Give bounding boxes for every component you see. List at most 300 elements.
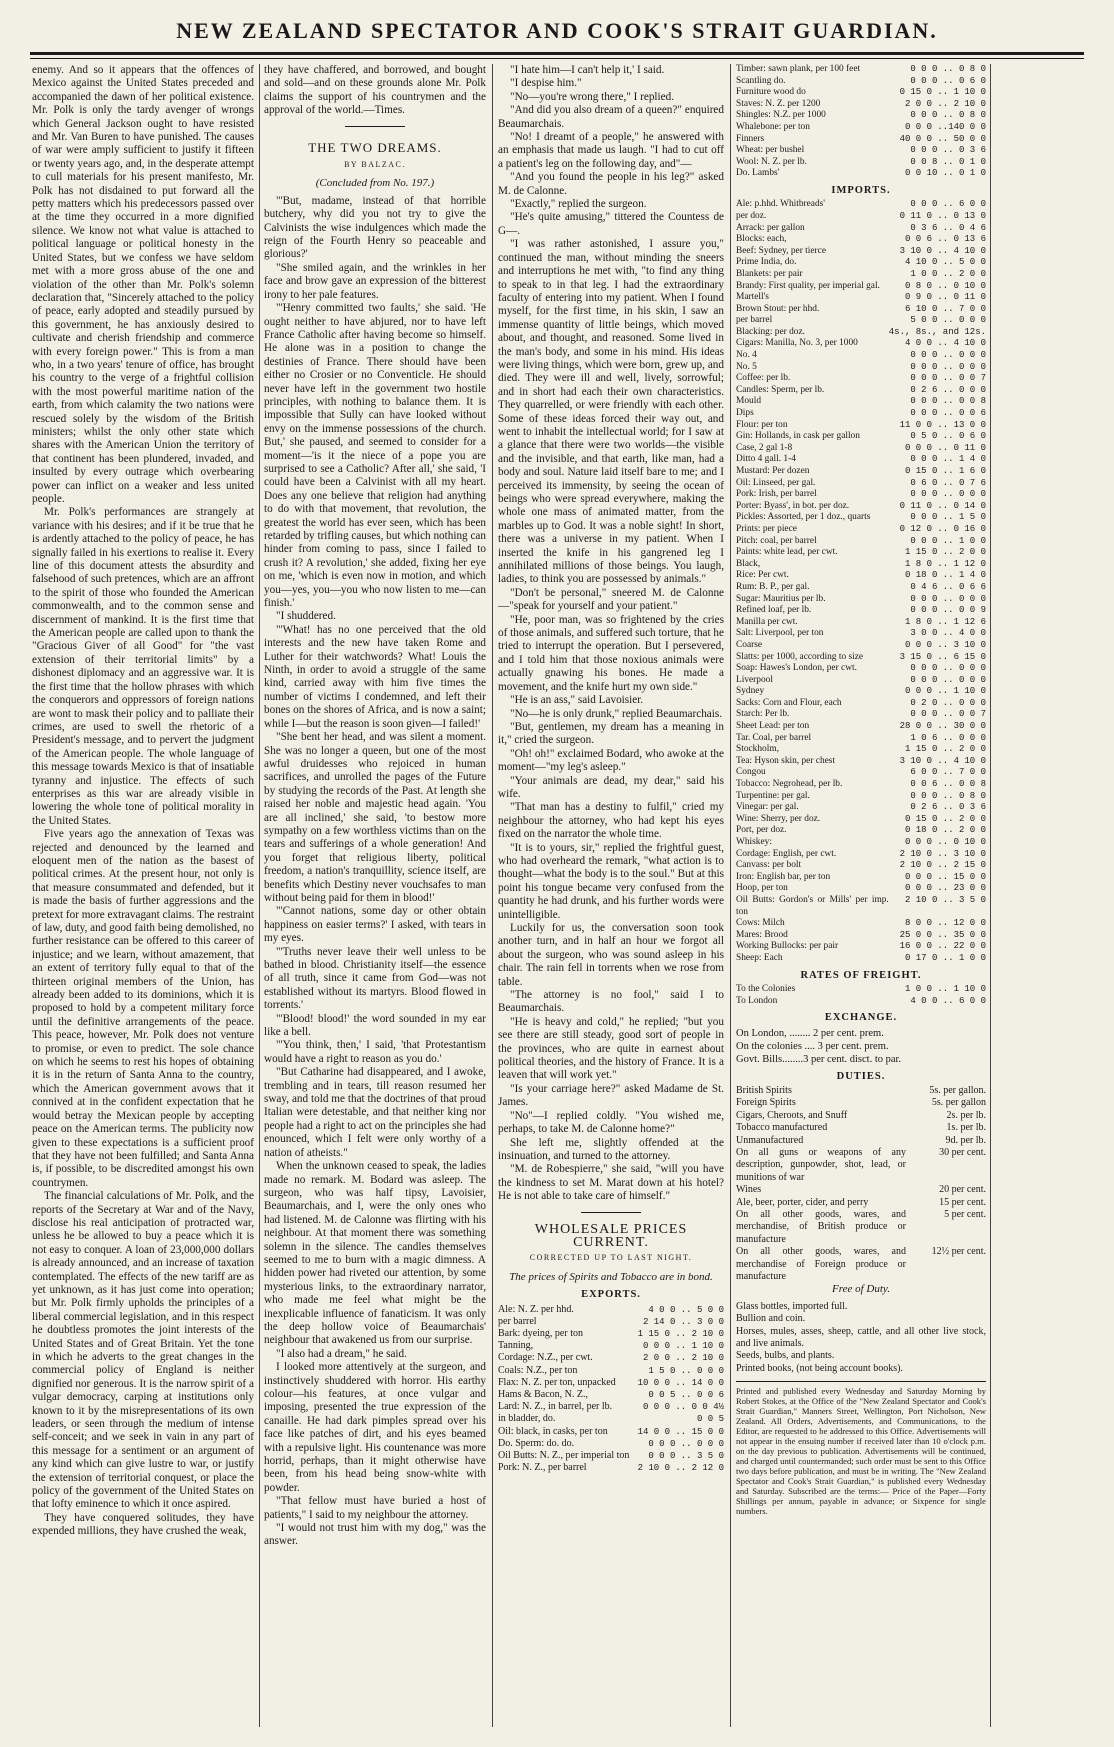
imports-table	[736, 199, 986, 964]
paragraph: "Exactly," replied the surgeon.	[510, 198, 647, 211]
exchange-row: On the colonies .... 3 per cent. prem.	[736, 1040, 889, 1052]
price-value: 0 0 0 .. 1 4 0	[910, 454, 986, 465]
price-value: 0 0 5	[696, 1414, 724, 1425]
price-row	[736, 709, 986, 721]
price-item: Blankets: per pair	[736, 268, 803, 279]
price-item: Sugar: Mauritius per lb.	[736, 593, 826, 604]
price-value: 4 0 0 .. 4 10 0	[904, 338, 986, 349]
price-value: 1 0 0 .. 1 10 0	[904, 983, 986, 994]
price-row	[736, 327, 986, 339]
price-value: 0 15 0 .. 2 0 0	[904, 813, 986, 824]
duty-row	[736, 1110, 986, 1122]
price-row	[736, 76, 986, 88]
price-value: 0 0 0 .. 1 5 0	[910, 512, 986, 523]
price-row	[736, 628, 986, 640]
price-value: 0 0 0 .. 1 10 0	[642, 1341, 724, 1352]
duty-row	[736, 1135, 986, 1147]
price-row	[736, 211, 986, 223]
price-value: 3 0 0 .. 4 0 0	[910, 628, 986, 639]
price-item: Brown Stout: per hhd.	[736, 303, 820, 314]
duty-item: Foreign Spirits	[736, 1097, 796, 1109]
price-value: 4s., 8s., and 12s.	[888, 326, 986, 337]
price-row	[736, 246, 986, 258]
price-value: 0 0 0 .. 23 0 0	[904, 883, 986, 894]
price-value: 0 0 0 ..140 0 0	[904, 121, 986, 132]
price-row	[736, 257, 986, 269]
duty-value: 15 per cent.	[939, 1196, 986, 1208]
duty-value: 9d. per lb.	[945, 1134, 986, 1146]
prices-title: WHOLESALE PRICES CURRENT.	[534, 1221, 688, 1250]
price-value: 1 15 0 .. 2 0 0	[904, 744, 986, 755]
column-4	[736, 64, 986, 1727]
price-item: Pork: N. Z., per barrel	[498, 1462, 587, 1474]
price-row	[736, 675, 986, 687]
duty-row	[736, 1085, 986, 1097]
price-item: Rum: B. P., per gal.	[736, 581, 810, 592]
exchange-row: Govt. Bills........3 per cent. disct. to par.	[736, 1053, 902, 1065]
price-item: No. 4	[736, 350, 757, 361]
price-item: Vinegar: per gal.	[736, 802, 799, 813]
price-item: Flour: per ton	[736, 419, 788, 430]
price-row	[498, 1304, 724, 1316]
divider	[581, 1212, 641, 1213]
byline: BY BALZAC.	[344, 160, 406, 170]
column-divider	[259, 64, 260, 1727]
price-item: Porter: Byass', in bot. per doz.	[736, 500, 850, 511]
price-value: 0 2 6 .. 0 0 0	[910, 384, 986, 395]
paragraph: Mr. Polk's performances are strangely at variance with his desires; and if it be true that he is ardently attached to the policy of peace, he has signally failed in his exertions to realise it. Every line of this document attests the absurdity and falsehood of such pretences, which are an affront to the spirit of those who founded the American commonwealth, and to the common sense and discernment of mankind. It is the first time that the American people are called upon to thank the "Gracious Giver of all Good" for "the vast extension of their territorial limits" by a dishonest diplomacy and an aggressive war. It is the first time that the hollow phrases with which the conquerors and oppressors of foreign nations are wont to mask their policy and to palliate their crimes, are used to swell the rhetoric of a President's message, and to pervert the judgment of the American people. The whole language of this message towards Mexico is that of insatiable tyranny and injustice. The effects of such enterprises as this war are already visible in lowering the whole tone of political morality in the United States.	[32, 506, 254, 827]
price-item: Starch: Per lb.	[736, 709, 790, 720]
exports-heading: EXPORTS.	[581, 1289, 641, 1301]
masthead-rule-thin	[30, 58, 1084, 59]
price-row	[736, 559, 986, 571]
price-item: No. 5	[736, 361, 757, 372]
paragraph: "He, poor man, was so frightened by the cries of those animals, and suffered such torture, that he tried to interrupt the operation. But I persevered, and I told him that those noxious animals were actually gnawing his bones. He made a movement, and the knife hurt my own side."	[498, 613, 724, 693]
paragraph: "'Blood! blood!' the word sounded in my ear like a bell.	[264, 1012, 486, 1039]
prices-subtitle: CORRECTED UP TO LAST NIGHT.	[529, 1253, 693, 1263]
price-value: 0 0 0 .. 0 0 6	[910, 408, 986, 419]
price-row	[736, 292, 986, 304]
price-row	[736, 744, 986, 756]
column-3	[498, 64, 724, 1727]
price-row	[498, 1401, 724, 1413]
duty-row	[736, 1147, 986, 1184]
price-row	[498, 1426, 724, 1438]
price-value: 0 0 0 .. 0 8 0	[910, 790, 986, 801]
column-divider	[492, 64, 493, 1727]
price-value: 0 0 0 .. 3 5 0	[648, 1451, 724, 1461]
price-value: 2 10 0 .. 2 12 0	[637, 1463, 724, 1474]
price-item: Congou	[736, 767, 766, 778]
price-row	[498, 1462, 724, 1474]
paragraph: "I was rather astonished, I assure you," continued the man, without minding the sneers and interruptions he met with, "to find any thing to speak to in that leg. I had the extraordinary faculty of entering into my patient. When I found myself, for the first time, in his skin, I saw an immense quantity of little beings, which moved about, and thought, and reasoned. Some lived in the man's body, and some in his mind. His ideas were living things, which were born, grew up, and died. They were ill and well, lively, sorrowful; and in short had each their own characteristics. They quarrelled, or were friendly with each other. Some of these ideas forced their way out, and went to inhabit the intellectual world; for I saw at a glance that there were two worlds—the visible and the invisible, and that earth, like man, had a body and soul. Nature laid itself bare to me; and I perceived its immensity, by seeing the ocean of beings who were spread everywhere, making the whole one mass of animated matter, from the marbles up to God. It was a noble sight! In short, there was a universe in my patient. When I inserted the knife in his gangrened leg I annihilated millions of those beings. You laugh, ladies, to think you are possessed by animals."	[498, 238, 724, 586]
price-value: 1 0 6 .. 0 0 0	[910, 732, 986, 743]
price-row	[736, 721, 986, 733]
price-item: Cordage: English, per cwt.	[736, 848, 837, 859]
price-item: Pitch: coal, per barrel	[736, 535, 817, 546]
paragraph: "He is an ass," said Lavoisier.	[510, 694, 644, 707]
price-value: 0 11 0 .. 0 13 0	[899, 210, 986, 221]
price-row	[736, 420, 986, 432]
price-value: 0 6 0 .. 0 7 6	[910, 477, 986, 488]
price-value: 0 0 0 .. 0 10 0	[904, 837, 986, 847]
price-item: Cordage: N.Z., per cwt.	[498, 1352, 593, 1364]
price-value: 0 0 0 .. 0 0 7	[910, 709, 986, 720]
price-item: Mustard: Per dozen	[736, 466, 810, 476]
paragraph: "I hate him—I can't help it,' I said.	[510, 64, 665, 76]
price-row	[736, 872, 986, 884]
price-item: To London	[736, 995, 778, 1006]
price-item: Mould	[736, 396, 762, 407]
price-row	[736, 501, 986, 513]
price-item: Slatts: per 1000, according to size	[736, 651, 864, 662]
price-row	[736, 281, 986, 293]
price-row	[736, 87, 986, 99]
paragraph: "I despise him."	[510, 77, 582, 90]
price-row	[736, 466, 986, 478]
duty-value: 1s. per lb.	[946, 1122, 986, 1134]
price-value: 3 10 0 .. 4 10 0	[899, 755, 986, 766]
price-value: 3 15 0 .. 6 15 0	[899, 651, 986, 662]
price-row	[736, 478, 986, 490]
price-value: 0 0 0 .. 0 11 0	[904, 442, 986, 453]
price-item: Ale: N. Z. per hhd.	[498, 1303, 574, 1315]
paragraph: "Oh! oh!" exclaimed Bodard, who awoke at the moment—"my leg's asleep."	[498, 747, 724, 774]
free-item: Bullion and coin.	[736, 1313, 806, 1325]
price-row	[736, 837, 986, 849]
price-item: Wheat: per bushel	[736, 145, 805, 156]
duty-row	[736, 1184, 986, 1196]
price-row	[736, 849, 986, 861]
price-value: 1 0 0 .. 2 0 0	[910, 268, 986, 279]
price-value: 0 0 0 .. 0 0 0	[910, 593, 986, 604]
paragraph: "Don't be personal," sneered M. de Calonne—"speak for yourself and your patient."	[498, 586, 724, 613]
price-row	[736, 918, 986, 930]
paragraph: "No"—I replied coldly. "You wished me, perhaps, to take M. de Calonne home?"	[498, 1109, 724, 1136]
price-value: 0 18 0 .. 2 0 0	[904, 825, 986, 836]
price-value: 0 0 0 .. 0 0 0	[910, 361, 986, 372]
price-value: 0 17 0 .. 1 0 0	[904, 952, 986, 963]
price-row	[736, 652, 986, 664]
price-value: 0 0 0 .. 15 0 0	[904, 871, 986, 882]
price-item: Brandy: First quality, per imperial gal.	[736, 280, 880, 291]
paragraph: "'Henry committed two faults,' she said. 'He ought neither to have abjured, nor to have left France Catholic after having become so himself. He alone was in a position to change the destinies of France. There should have been either no Crosier or no Conventicle. He should never have left in the government two hostile principles, with nothing to balance them. It is impossible that Sully can have looked without envy on the immense possessions of the church. But,' she paused, and seemed to consider for a moment—'is it the niece of a pope you are surprised to see a Catholic? After all,' she said, 'I could have been a Calvinist with all my heart. Does any one believe that religion had anything to do with that movement, that revolution, the greatest the world has ever seen, which has been retarded by trifling causes, but which nothing can hinder from coming to pass, since I failed to crush it? A revolution,' she added, fixing her eye on me, 'which is even now in motion, and which you—yes, you—you who now listen to me—can finish.'	[264, 302, 486, 610]
exchange-heading: EXCHANGE.	[824, 1012, 898, 1024]
price-item: Lard: N. Z., in barrel, per lb.	[498, 1401, 613, 1413]
price-item: Sheep: Each	[736, 952, 783, 963]
paragraph: "But, gentlemen, my dream has a meaning in it," cried the surgeon.	[498, 720, 724, 747]
price-value: 16 0 0 .. 22 0 0	[899, 941, 986, 952]
price-item: Oil Butts: Gordon's or Mills' per imp. ton	[736, 894, 889, 917]
price-value: 0 0 0 .. 0 0 0	[910, 674, 986, 685]
price-row	[736, 269, 986, 281]
price-item: Port, per doz.	[736, 825, 787, 836]
paragraph: "'You think, then,' I said, 'that Protestantism would have a right to reason as you do.'	[264, 1039, 486, 1065]
price-item: Manilla per cwt.	[736, 616, 798, 627]
price-row	[736, 454, 986, 466]
price-row	[736, 157, 986, 169]
paragraph: "No—he is only drunk," replied Beaumarchais.	[510, 707, 723, 720]
price-item: Blacking: per doz.	[736, 326, 805, 337]
price-item: Ale: p.hhd. Whitbreads'	[736, 199, 825, 210]
price-value: 0 4 6 .. 0 6 6	[910, 581, 986, 592]
duty-row	[736, 1246, 986, 1283]
price-row	[736, 953, 986, 965]
paragraph: they have chaffered, and borrowed, and bought and sold—and on these grounds alone Mr. Polk claims the support of his countrymen and the approval of the world.—Times.	[264, 64, 486, 117]
price-row	[736, 168, 986, 180]
price-row	[736, 99, 986, 111]
paragraph: The financial calculations of Mr. Polk, and the reports of the Secretary at War and of the Navy, disclose his real anticipation of protracted war, unless he be allowed to buy a peace which it is not easy to conquer. A loan of 23,000,000 dollars is already announced, and an increase of taxation contemplated. The effects of the new tariff are as yet unknown, as it has just come into operation; but Mr. Polk firmly upholds the principles of a liberal commercial legislation, and in this respect he doubtless promotes the joint interests of the United States and of Great Britain. Yet the tone in which he adverts to the great changes in the commercial policy of England is neither dignified nor generous. It is the narrow spirit of a vulgar democracy, carping at institutions only known to it by the misrepresentations of its own leaders, or seen through the medium of intense self-conceit; and we seek in vain in any part of this message for a sentiment or an argument of any kind which can give lustre to war, or justify the extension of territorial conquest, or place the policy of the government of the United States on that lofty eminence to which it once aspired.	[32, 1190, 254, 1511]
price-row	[736, 756, 986, 768]
price-item: Flax: N. Z. per ton, unpacked	[498, 1376, 616, 1388]
duty-value: 30 per cent.	[939, 1146, 986, 1158]
price-row	[736, 941, 986, 953]
paragraph: They have conquered solitudes, they have expended millions, they have crushed the weak,	[32, 1511, 254, 1538]
price-value: 4 10 0 .. 5 0 0	[904, 257, 986, 268]
price-row	[736, 145, 986, 157]
paragraph: "No—you're wrong there," I replied.	[510, 90, 674, 103]
duty-value: 2s. per lb.	[946, 1109, 986, 1121]
price-item: Prime India, do.	[736, 257, 797, 268]
price-item: Wool: N. Z. per lb.	[736, 156, 807, 167]
imports-heading: IMPORTS.	[831, 184, 891, 196]
price-value: 2 10 0 .. 2 15 0	[899, 860, 986, 871]
price-item: Sheet Lead: per ton	[736, 721, 810, 732]
price-item: Tea: Hyson skin, per chest	[736, 755, 836, 766]
price-row	[736, 408, 986, 420]
price-value: 2 10 0 .. 3 10 0	[899, 848, 986, 859]
price-row	[736, 536, 986, 548]
price-item: Whalebone: per ton	[736, 121, 810, 132]
price-value: 0 0 10 .. 0 1 0	[904, 168, 986, 179]
duty-row	[736, 1097, 986, 1109]
price-row	[498, 1340, 724, 1352]
masthead-rule	[30, 52, 1084, 55]
price-value: 10 0 0 .. 14 0 0	[637, 1377, 724, 1388]
price-value: 0 0 0 .. 3 10 0	[904, 639, 986, 650]
paragraph: "'What! has no one perceived that the old interests and the new have taken Rome and Luther for their watchwords? What! Louis the Ninth, in order to avoid a struggle of the same kind, carried away with him five times the number of victims I condemned, and left their bones on the shores of Africa, and is now a saint; while I—but the reason is soon given—I failed!'	[264, 623, 486, 730]
article-title: THE TWO DREAMS.	[308, 139, 442, 155]
price-item: Oil: Linseed, per gal.	[736, 477, 816, 488]
free-item: Printed books, (not being account books).	[736, 1362, 903, 1374]
price-row	[736, 594, 986, 606]
paragraph: "I shuddered.	[276, 610, 336, 623]
price-item: Refined loaf, per lb.	[736, 605, 812, 616]
price-row	[736, 570, 986, 582]
price-row	[736, 199, 986, 211]
duty-item: On all other goods, wares, and merchandise of Foreign produce or manufacture	[736, 1246, 906, 1283]
column-1	[32, 64, 254, 1727]
duty-row	[736, 1209, 986, 1246]
price-value: 0 0 0 .. 0 0 0	[910, 489, 986, 500]
price-item: Scantling do.	[736, 75, 786, 86]
paragraph: "That man has a destiny to fulfil," cried my neighbour the attorney, who had kept his eyes fixed on the narrator the whole time.	[498, 801, 724, 841]
price-row	[736, 350, 986, 362]
duty-row	[736, 1122, 986, 1134]
duty-value: 5s. per gallon	[931, 1097, 986, 1109]
column-divider	[990, 64, 991, 1727]
price-item: Oil Butts: N. Z., per imperial ton	[498, 1450, 630, 1461]
price-item: Timber: sawn plank, per 100 feet	[736, 64, 861, 74]
price-value: 0 15 0 .. 1 6 0	[904, 466, 986, 476]
price-item: Sydney	[736, 686, 765, 697]
price-item: Rice: Per cwt.	[736, 570, 789, 581]
duty-value: 5s. per gallon.	[929, 1084, 986, 1096]
price-value: 25 0 0 .. 35 0 0	[899, 929, 986, 940]
price-row	[736, 134, 986, 146]
exchange-list	[736, 1027, 986, 1066]
price-item: Hoop, per ton	[736, 883, 788, 894]
price-value: 0 0 0 .. 0 0 4½	[642, 1402, 724, 1413]
price-row	[736, 362, 986, 374]
price-item: Black,	[736, 558, 761, 569]
price-item: Wine: Sherry, per doz.	[736, 813, 821, 824]
price-item: To the Colonies	[736, 983, 796, 994]
price-value: 0 0 0 .. 0 0 8	[910, 396, 986, 407]
price-item: Furniture wood do	[736, 87, 806, 98]
price-item: Working Bullocks: per pair	[736, 941, 839, 952]
price-item: Ditto 4 gall. 1-4	[736, 454, 796, 465]
price-item: Do. Sperm: do. do.	[498, 1437, 575, 1449]
price-row	[736, 930, 986, 942]
paragraph: "And did you also dream of a queen?" enquired Beaumarchais.	[498, 104, 724, 130]
free-item: Glass bottles, imported full.	[736, 1300, 848, 1312]
paragraph: "I also had a dream," he said.	[276, 1347, 407, 1360]
price-value: 3 10 0 .. 4 10 0	[899, 245, 986, 256]
price-value: 0 0 0 .. 0 6 0	[910, 75, 986, 86]
price-row	[736, 883, 986, 895]
price-row	[736, 489, 986, 501]
price-value: 0 9 0 .. 0 11 0	[904, 292, 986, 303]
free-item: Seeds, bulbs, and plants.	[736, 1350, 835, 1362]
duty-item: Unmanufactured	[736, 1134, 804, 1146]
price-value: 14 0 0 .. 15 0 0	[637, 1426, 724, 1437]
paragraph: "Your animals are dead, my dear," said his wife.	[498, 774, 724, 800]
price-item: Hams & Bacon, N. Z.,	[498, 1388, 588, 1400]
price-item: Stockholm,	[736, 744, 779, 755]
price-value: 1 8 0 .. 1 12 0	[904, 558, 986, 569]
duty-item: Cigars, Cheroots, and Snuff	[736, 1109, 848, 1121]
price-value: 6 10 0 .. 7 0 0	[904, 303, 986, 314]
price-item: Pork: Irish, per barrel	[736, 489, 817, 500]
masthead-title: NEW ZEALAND SPECTATOR AND COOK'S STRAIT GUARDIAN.	[176, 18, 938, 43]
free-item: Horses, mules, asses, sheep, cattle, and all other live stock, and live animals.	[736, 1325, 986, 1350]
price-item: Turpentine: per gal.	[736, 790, 810, 801]
price-row	[498, 1438, 724, 1450]
price-row	[736, 547, 986, 559]
price-row	[736, 373, 986, 385]
price-value: 0 2 0 .. 0 0 0	[910, 697, 986, 708]
price-value: 2 0 0 .. 2 10 0	[904, 98, 986, 109]
paragraph: Five years ago the annexation of Texas was rejected and denounced by the learned and eloquent men of the nation as the basest of political crimes. At the present hour, not only is that measure consummated and defended, but it is made the basis of further aggressions and the pretext for more extravagant claims. The restraint of law, duty, and good faith being demolished, no further resistance can be offered to this career of injustice; and we learn, without amazement, that an extent of territory fully equal to that of the thirteen original members of the Union, has already been added to its dominions, which it is proposed to hold by a competent military force until the definitive arrangements of the peace. This peace, however, Mr. Polk does not venture to promise, or even to predict. The sole chance on which he seems to rest his hopes of obtaining it is in the return of Santa Anna to the country, which the American government avows that it connived at in the confident expectation that he would betray the Mexican people by accepting peace on the American terms. The publicity now given to these expectations is a sufficient proof that they have not been fulfilled; and Santa Anna is, if possible, to be discredited amongst his own countrymen.	[32, 828, 254, 1189]
price-item: Arrack: per gallon	[736, 222, 805, 233]
price-row	[498, 1377, 724, 1389]
price-item: per doz.	[736, 210, 767, 221]
price-item: Case, 2 gal 1-8	[736, 442, 793, 453]
price-item: Prints: per piece	[736, 523, 797, 534]
price-value: 5 0 0 .. 0 0 0	[910, 315, 986, 326]
price-value: 0 5 0 .. 0 6 0	[910, 431, 986, 442]
price-value: 1 15 0 .. 2 10 0	[637, 1328, 724, 1339]
price-value: 0 15 0 .. 1 10 0	[899, 87, 986, 98]
price-item: Canvass: per bolt	[736, 860, 802, 871]
price-row	[498, 1389, 724, 1401]
price-item: in bladder, do.	[498, 1413, 556, 1425]
price-value: 0 11 0 .. 0 14 0	[899, 500, 986, 511]
price-row	[498, 1365, 724, 1377]
paragraph: "He is heavy and cold," he replied; "but you see there are still steady, good sort of people in the provinces, who are quite in earnest about political theories, and the history of France. It is a leaven that will work yet."	[498, 1015, 724, 1082]
price-value: 0 0 0 .. 0 0 0	[648, 1438, 724, 1449]
price-item: Blocks: each,	[736, 234, 787, 245]
price-value: 0 0 5 .. 0 0 6	[648, 1389, 724, 1400]
price-row	[736, 814, 986, 826]
paragraph: "'Truths never leave their well unless to be bathed in blood. Christianity itself—the essence of all truth, since it came from God—was not established without its martyrs. Blood flowed in torrents.'	[264, 945, 486, 1012]
price-value: 0 0 0 .. 0 0 9	[910, 605, 986, 616]
duty-item: British Spirits	[736, 1084, 792, 1096]
price-row	[736, 791, 986, 803]
free-heading: Free of Duty.	[832, 1283, 890, 1296]
price-value: 0 18 0 .. 1 4 0	[904, 570, 986, 581]
price-row	[736, 223, 986, 235]
price-item: Coarse	[736, 639, 763, 650]
paragraph: Luckily for us, the conversation soon took another turn, and in half an hour we forgot all about the surgeon, who was sound asleep in his chair. The rain fell in torrents when we rose from table.	[498, 922, 724, 988]
paragraph: "M. de Robespierre," she said, "will you have the kindness to set M. Marat down at his hotel? He is not able to take care of himself."	[498, 1163, 724, 1203]
price-item: Coffee: per lb.	[736, 373, 791, 384]
price-value: 0 0 0 .. 6 0 0	[910, 199, 986, 210]
duty-item: Ale, beer, porter, cider, and perry	[736, 1196, 869, 1208]
price-item: Bark: dyeing, per ton	[498, 1327, 583, 1339]
paragraph: "'But, madame, instead of that horrible butchery, why did you not try to give the Calvinists the wise indulgences which made the reign of the Fourth Henry so peaceable and glorious?'	[264, 194, 486, 261]
price-row	[736, 110, 986, 122]
paragraph: "And you found the people in his leg?" asked M. de Calonne.	[498, 171, 724, 197]
price-item: Candles: Sperm, per lb.	[736, 384, 825, 395]
price-value: 0 3 6 .. 0 4 6	[910, 222, 986, 233]
paragraph: "No! I dreamt of a people," he answered with an emphasis that made us laugh. "I had to cut off a patient's leg on the following day, and"—	[498, 131, 724, 170]
price-item: per barrel	[498, 1315, 537, 1327]
paragraph: enemy. And so it appears that the offences of Mexico against the United States preceded and accompanied the dawn of her political existence. Mr. Polk is only the tardy avenger of wrongs which General Jackson ought to have resisted and Mr. Van Buren to have punished. The causes of war were amply sufficient to justify it fifteen or twenty years ago, and, in the desperate attempt to cull materials for his present manifesto, Mr. Polk has not disdained to put forward all the petty matters which his predecessors passed over at the time they occurred in a more dignified silence. We know not what value is attached to political language or political honesty in the United States, but we confess we have seldom met with a more gross abuse of the one and violation of the other than Mr. Polk's solemn declaration that, "Sincerely attached to the policy of peace, early adopted and steadily pursued by this government, he has anxiously desired to cultivate and cherish friendship and commerce with every foreign power." This is from a man who, in a two years' tenure of office, has brought his country to the verge of a frightful collision with the most powerful maritime nation of the earth, from which calamity the two nations were rescued solely by the wisdom of the British ministers; whilst the only other state which shares with the American Union the territory of that continent has been plundered, invaded, and insulted by every outrage which overbearing power can inflict on a weaker and less united people.	[32, 64, 254, 505]
price-value: 0 0 0 .. 0 0 0	[910, 350, 986, 361]
price-value: 2 10 0 .. 3 5 0	[904, 894, 986, 905]
price-item: Liverpool	[736, 674, 773, 685]
divider	[345, 126, 405, 127]
price-item: Salt: Liverpool, per ton	[736, 628, 824, 639]
price-value: 0 0 0 .. 0 0 7	[910, 373, 986, 384]
price-value: 2 14 0 .. 3 0 0	[642, 1316, 724, 1327]
price-value: 11 0 0 .. 13 0 0	[899, 419, 986, 430]
freight-table	[736, 984, 986, 1007]
paragraph: "The attorney is no fool," said I to Beaumarchais.	[498, 989, 724, 1015]
price-item: Cigars: Manilla, No. 3, per 1000	[736, 338, 858, 349]
price-item: Finners	[736, 133, 765, 144]
price-item: Coals: N.Z., per ton	[498, 1364, 578, 1376]
column-divider	[730, 64, 731, 1727]
price-row	[736, 315, 986, 327]
price-row	[736, 640, 986, 652]
paragraph: When the unknown ceased to speak, the ladies made no remark. M. Bodard was asleep. The surgeon, who was half tipsy, Lavoisier, Beaumarchais, and I, were the only ones who had listened. M. de Calonne was flirting with his neighbour. At that moment there was something solemn in the silence. The candles themselves seemed to me to burn with a magic dimness. A hidden power had riveted our attention, by some mysterious links, to the extraordinary narrator, who made me feel what might be the inexplicable influence of fanaticism. It was only the deep hollow voice of Beaumarchais' neighbour that awakened us from our surprise.	[264, 1160, 486, 1347]
price-row	[736, 698, 986, 710]
price-row	[736, 431, 986, 443]
price-item: Beef: Sydney, per tierce	[736, 245, 826, 256]
price-value: 1 15 0 .. 2 0 0	[904, 547, 986, 558]
price-row	[736, 802, 986, 814]
price-item: Pickles: Assorted, per 1 doz., quarts	[736, 512, 871, 523]
price-value: 0 0 0 .. 0 8 0	[910, 64, 986, 74]
subhead: (Concluded from No. 197.)	[315, 177, 435, 190]
price-item: Iron: English bar, per ton	[736, 871, 831, 882]
price-item: Gin: Hollands, in cask per gallon	[736, 431, 860, 442]
price-row	[736, 234, 986, 246]
paragraph: "That fellow must have buried a host of patients," I said to my neighbour the attorney.	[264, 1495, 486, 1521]
